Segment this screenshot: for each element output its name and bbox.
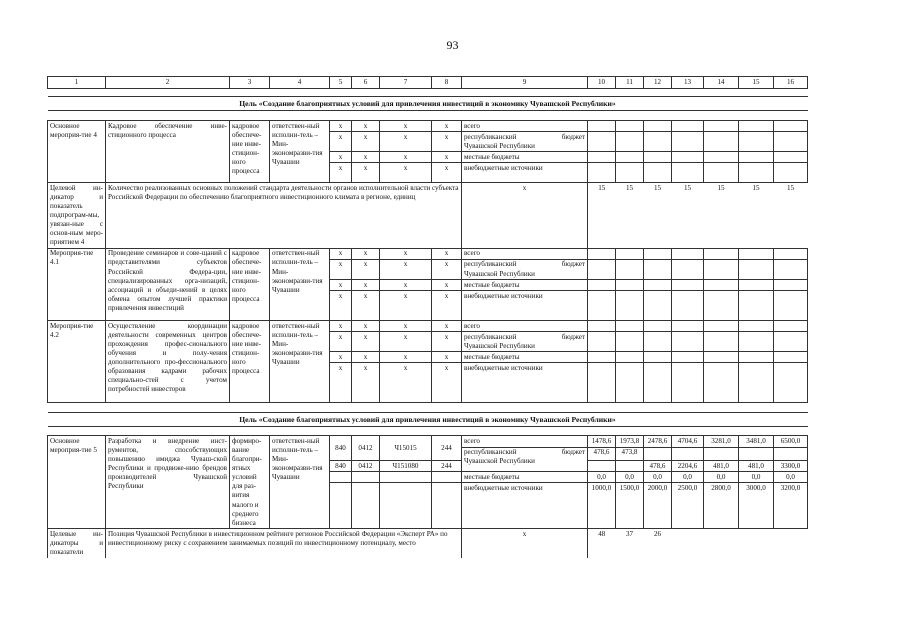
cell-x: x (432, 280, 462, 291)
indicator-value: 15 (625, 183, 634, 192)
goal-title: Цель «Создание благоприятных условий для привлечения инвестиций в экономику Чувашской Республики» (48, 413, 808, 427)
amount (644, 447, 672, 461)
measure-name: Разработка и внедрение инст-рументов, способствующих повышению имиджа Чуваш-ской Республики и продвиже-нию брендов производителей Чувашской Республики (106, 436, 230, 529)
col-num: 1 (48, 77, 106, 89)
indicator-value: 26 (644, 529, 672, 558)
amount: 6500,0 (774, 436, 808, 447)
measure-executor: ответствен-ный исполни-тель – Мин-экономразви-тия Чувашии (270, 436, 330, 529)
measure-label: Основное мероприя-тие 4 (48, 121, 106, 183)
amount: 2478,6 (644, 436, 672, 447)
cell-x: x (380, 152, 432, 163)
measure-label: Мероприя-тие 4.2 (48, 321, 106, 403)
cell-x: x (432, 248, 462, 259)
cell-x: x (432, 121, 462, 132)
measure-executor: ответствен-ный исполни-тель – Мин-экономразви-тия Чувашии (270, 248, 330, 320)
goal-title: Цель «Создание благоприятных условий для привлечения инвестиций в экономику Чувашской Республики» (48, 97, 808, 111)
cell-x: x (352, 363, 380, 403)
cell-x: x (330, 152, 352, 163)
indicator-value (774, 529, 808, 558)
indicator-value: 48 (588, 529, 616, 558)
amount (774, 447, 808, 461)
cell-x: x (380, 352, 432, 363)
funding-source: всего (462, 436, 588, 447)
amount: 0,0 (739, 472, 774, 483)
col-num: 8 (432, 77, 462, 89)
col-num: 2 (106, 77, 230, 89)
table-row (48, 248, 808, 259)
amount: 478,6 (588, 447, 616, 461)
cell-x: x (352, 280, 380, 291)
amount: 1000,0 (588, 483, 616, 529)
cell-x: x (352, 132, 380, 152)
page-number: 93 (446, 38, 459, 52)
cell-x: x (330, 321, 352, 332)
col-num: 12 (644, 77, 672, 89)
cell-x: x (380, 163, 432, 183)
measure-label: Мероприя-тие 4.1 (48, 248, 106, 320)
cell-x: x (380, 363, 432, 403)
funding-source: местные бюджеты (462, 280, 588, 291)
cell-x: x (432, 363, 462, 403)
budget-code: Ч15015 (380, 436, 432, 461)
cell-x: x (330, 280, 352, 291)
budget-code: 840 (330, 461, 352, 472)
cell-x: x (380, 121, 432, 132)
indicator-value: 15 (717, 183, 725, 192)
amount: 0,0 (704, 472, 739, 483)
cell-x: x (432, 321, 462, 332)
cell-x: x (352, 152, 380, 163)
cell-x: x (432, 352, 462, 363)
table-row (48, 121, 808, 132)
col-num: 10 (588, 77, 616, 89)
cell-x: x (432, 132, 462, 152)
cell-x: x (380, 291, 432, 321)
indicator-value: 37 (616, 529, 644, 558)
measure-name: Осуществление координации деятельности современных центров прохождения профес-сионального обучения и полу-чения дополнительного про-фессионального образования кадрами рабочих специально-стей с учетом потребностей инвесторов (106, 321, 230, 403)
col-num: 13 (672, 77, 704, 89)
cell-x: x (352, 352, 380, 363)
amount: 3000,0 (739, 483, 774, 529)
goal-row (48, 413, 808, 427)
cell-x: x (352, 321, 380, 332)
cell-x: x (330, 132, 352, 152)
amount: 481,0 (704, 461, 739, 472)
funding-source: республиканский бюджет Чувашской Республики (462, 259, 588, 279)
amount (739, 447, 774, 461)
indicator-value (739, 529, 774, 558)
col-num: 11 (616, 77, 644, 89)
cell-x: x (352, 163, 380, 183)
amount: 3200,0 (774, 483, 808, 529)
cell-x: x (432, 152, 462, 163)
table-row (48, 321, 808, 332)
indicator-label: Целевые ин-дикаторы и показатели (48, 529, 106, 558)
measure-name: Кадровое обеспечение инве-стиционного процесса (106, 121, 230, 183)
cell-x: x (432, 259, 462, 279)
amount (704, 447, 739, 461)
indicator-x: x (462, 529, 588, 558)
amount: 2500,0 (672, 483, 704, 529)
indicator-value: 15 (683, 183, 692, 192)
cell-x: x (330, 291, 352, 321)
cell-x: x (380, 259, 432, 279)
col-num: 15 (739, 77, 774, 89)
funding-source: всего (462, 121, 588, 132)
budget-code: 840 (330, 436, 352, 461)
goal-row (48, 97, 808, 111)
funding-source: всего (462, 248, 588, 259)
funding-source: внебюджетные источники (462, 483, 588, 529)
cell-x: x (330, 352, 352, 363)
col-num: 16 (774, 77, 808, 89)
col-num: 6 (352, 77, 380, 89)
amount: 2204,6 (672, 461, 704, 472)
cell-x: x (352, 259, 380, 279)
funding-source: местные бюджеты (462, 152, 588, 163)
budget-code: 0412 (352, 436, 380, 461)
measure-task: формиро-вание благопри-ятных условий для раз-вития малого и среднего бизнеса (230, 436, 270, 529)
amount (672, 447, 704, 461)
amount: 481,0 (739, 461, 774, 472)
measure-task: кадровое обеспече-ние инве-стицион-ного процесса (230, 248, 270, 320)
budget-code: 0412 (352, 461, 380, 472)
cell-x: x (352, 248, 380, 259)
amount: 473,8 (616, 447, 644, 461)
cell-x: x (380, 321, 432, 332)
amount: 0,0 (774, 472, 808, 483)
budget-code: 244 (432, 436, 462, 461)
amount: 3300,0 (774, 461, 808, 472)
cell-x: x (432, 163, 462, 183)
measure-task: кадровое обеспече-ние инве-стицион-ного процесса (230, 321, 270, 403)
measure-name: Проведение семинаров и сове-щаний с представителями субъектов Российской Федера-ции, специализированных орга-низаций, ассоциаций и объеди-нений в целях обмена опытом лучшей практики привлечения инвестиций (106, 248, 230, 320)
funding-source: местные бюджеты (462, 472, 588, 483)
cell-x: x (352, 291, 380, 321)
amount: 3481,0 (739, 436, 774, 447)
table-row (48, 436, 808, 447)
indicator-row (48, 183, 808, 249)
measure-executor: ответствен-ный исполни-тель – Мин-экономразви-тия Чувашии (270, 121, 330, 183)
amount (588, 461, 616, 472)
indicator-label: Целевой ин-дикатор и показатель подпрограм-мы, увязан-ные с основ-ным меро-приятием 4 (48, 183, 106, 249)
cell-x: x (352, 121, 380, 132)
cell-x: x (330, 248, 352, 259)
amount: 1478,6 (588, 436, 616, 447)
amount: 4704,6 (672, 436, 704, 447)
funding-source: республиканский бюджет Чувашской Республики (462, 332, 588, 352)
cell-x: x (432, 332, 462, 352)
amount (616, 461, 644, 472)
cell-x: x (380, 132, 432, 152)
cell-x: x (432, 291, 462, 321)
col-num: 4 (270, 77, 330, 89)
funding-source: внебюджетные источники (462, 363, 588, 403)
cell-x: x (330, 363, 352, 403)
amount: 0,0 (616, 472, 644, 483)
col-num: 3 (230, 77, 270, 89)
col-num: 5 (330, 77, 352, 89)
cell-x: x (380, 280, 432, 291)
amount: 1500,0 (616, 483, 644, 529)
column-numbers-row (48, 77, 808, 89)
budget-code: Ч151080 (380, 461, 432, 472)
indicator-value: 15 (653, 183, 662, 192)
indicator-text: Количество реализованных основных положений стандарта деятельности органов исполнительной власти субъекта Российской Федерации по обеспечению благоприятного инвестиционного климата в регионе, единиц (106, 183, 462, 249)
measure-executor: ответствен-ный исполни-тель – Мин-экономразви-тия Чувашии (270, 321, 330, 403)
funding-source: внебюджетные источники (462, 291, 588, 321)
measure-task: кадровое обеспече-ние инве-стицион-ного процесса (230, 121, 270, 183)
col-num: 7 (380, 77, 432, 89)
amount: 2000,0 (644, 483, 672, 529)
amount: 478,6 (644, 461, 672, 472)
funding-source: внебюджетные источники (462, 163, 588, 183)
funding-source: всего (462, 321, 588, 332)
col-num: 9 (462, 77, 588, 89)
amount: 0,0 (644, 472, 672, 483)
amount: 3281,0 (704, 436, 739, 447)
indicator-x: x (462, 183, 588, 249)
indicator-text: Позиция Чувашской Республики в инвестиционном рейтинге регионов Российской Федерации «Эксперт РА» по инвестиционному риску с сохранением занимаемых позиций по инвестиционному потенциалу, место (106, 529, 462, 558)
cell-x: x (330, 121, 352, 132)
program-table (47, 76, 808, 558)
indicator-value: 15 (786, 183, 795, 192)
indicator-value: 15 (752, 183, 760, 192)
amount: 0,0 (588, 472, 616, 483)
indicator-value (672, 529, 704, 558)
measure-label: Основное мероприя-тие 5 (48, 436, 106, 529)
cell-x: x (330, 163, 352, 183)
cell-x: x (352, 332, 380, 352)
indicator-row (48, 529, 808, 558)
funding-source: республиканский бюджет Чувашской Республики (462, 447, 588, 472)
funding-source: республиканский бюджет Чувашской Республики (462, 132, 588, 152)
indicator-value (704, 529, 739, 558)
cell-x: x (380, 332, 432, 352)
budget-code: 244 (432, 461, 462, 472)
cell-x: x (380, 248, 432, 259)
cell-x: x (330, 332, 352, 352)
funding-source: местные бюджеты (462, 352, 588, 363)
col-num: 14 (704, 77, 739, 89)
amount: 2800,0 (704, 483, 739, 529)
cell-x: x (330, 259, 352, 279)
indicator-value: 15 (598, 183, 606, 192)
amount: 1973,8 (616, 436, 644, 447)
amount: 0,0 (672, 472, 704, 483)
